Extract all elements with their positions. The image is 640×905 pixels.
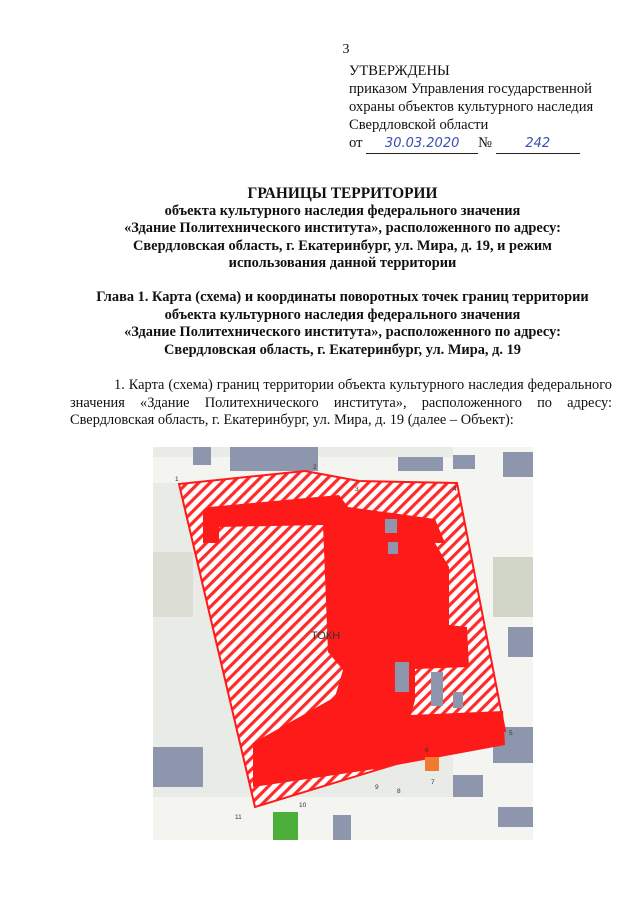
green-area: [273, 812, 298, 840]
chapter-heading: [30, 289, 640, 359]
date-prefix: от: [349, 135, 363, 151]
small-building: [425, 757, 439, 771]
neighbor-building: [193, 447, 211, 465]
neighbor-building: [333, 815, 351, 840]
point-label: 6: [425, 747, 429, 754]
date-value: 30.03.2020: [384, 136, 460, 151]
approval-block: [349, 62, 593, 154]
point-label: 2: [313, 464, 317, 471]
neighbor-area: [153, 552, 193, 617]
approval-heading: УТВЕРЖДЕНЫ: [349, 63, 450, 79]
neighbor-building: [153, 747, 203, 787]
neighbor-building: [503, 452, 533, 477]
chapter-line: объекта культурного наследия федерального значения: [164, 306, 521, 323]
point-label: 3: [355, 486, 359, 493]
point-label: 5: [509, 730, 513, 737]
chapter-line: Глава 1. Карта (схема) и координаты поворотных точек границ территории: [96, 289, 589, 305]
neighbor-building: [453, 775, 483, 797]
inner-building: [431, 672, 443, 706]
paragraph-1: 1. Карта (схема) границ территории объекта культурного наследия федерального значения «Здание Политехнического института», расположенного по адресу: Свердловская область, г. Екатеринбург, ул. Мира, д. 19 (далее – Объект):: [70, 377, 612, 428]
neighbor-building: [453, 455, 475, 469]
title-line: объекта культурного наследия федерального значения: [164, 202, 521, 219]
title-line: использования данной территории: [228, 255, 457, 271]
neighbor-building: [498, 807, 533, 827]
title-line: Свердловская область, г. Екатеринбург, ул. Мира, д. 19, и режим: [133, 237, 552, 254]
chapter-line: Свердловская область, г. Екатеринбург, ул. Мира, д. 19: [164, 341, 521, 358]
number-field: [496, 134, 580, 154]
inner-building: [388, 542, 398, 554]
number-prefix: №: [478, 135, 493, 151]
point-label: 1: [175, 476, 179, 483]
number-value: 242: [525, 136, 551, 151]
point-label: 10: [299, 802, 307, 809]
approval-line: Свердловской области: [349, 117, 489, 133]
point-label: 7: [431, 779, 435, 786]
map-svg: [153, 447, 533, 840]
point-label: 9: [375, 784, 379, 791]
date-field: [366, 134, 478, 154]
neighbor-building: [398, 457, 443, 471]
point-label: 11: [235, 814, 242, 821]
neighbor-building: [230, 447, 318, 471]
inner-building: [385, 519, 397, 533]
page-number: 3: [342, 42, 350, 57]
approval-date-row: [349, 134, 593, 154]
document-title: [30, 185, 640, 273]
territory-map: [153, 447, 533, 840]
point-label: 4: [453, 486, 457, 493]
inner-building: [395, 662, 409, 692]
inner-building: [453, 692, 463, 708]
title-line: «Здание Политехнического института», расположенного по адресу:: [124, 220, 561, 236]
neighbor-area: [493, 557, 533, 617]
point-label: 8: [397, 788, 401, 795]
title-line: ГРАНИЦЫ ТЕРРИТОРИИ: [247, 185, 438, 202]
chapter-line: «Здание Политехнического института», расположенного по адресу:: [124, 324, 561, 340]
map-label-tokn: ТОКН: [311, 630, 341, 642]
neighbor-building: [508, 627, 533, 657]
approval-line: приказом Управления государственной: [349, 81, 592, 97]
approval-line: охраны объектов культурного наследия: [349, 99, 594, 115]
